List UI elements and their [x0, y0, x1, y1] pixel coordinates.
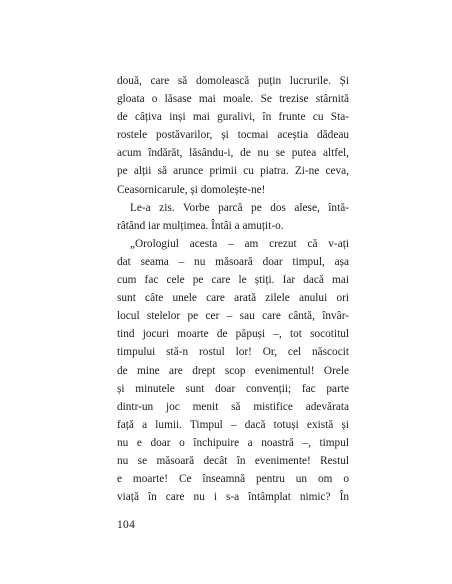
text-line: sunt câte unele care arată zilele anului ori — [117, 292, 349, 305]
text-line: Le-a zis. Vorbe parcă pe dos alese, întă- — [130, 201, 349, 214]
text-line: și minutele sunt doar convenții; fac parte — [117, 382, 349, 395]
text-line: râtând iar mulțimea. Întâi a amuțit-o. — [117, 219, 284, 232]
text-line: rostele postăvarilor, și tocmai aceștia dădeau — [117, 129, 349, 142]
text-line: Ceasornicarule, și domolește-ne! — [117, 183, 266, 196]
text-line: locul stelelor pe cer – sau care cântă, învâr- — [117, 310, 349, 323]
text-line: acum îndărăt, lăsându-i, de nu se putea altfel, — [117, 147, 349, 160]
text-line: două, care să domolească puțin lucrurile. Și — [117, 75, 349, 87]
text-line: dintr-un joc menit să mistifice adevărata — [117, 400, 349, 413]
text-line: dat seama – nu măsoară doar timpul, așa — [117, 255, 349, 268]
page-number: 104 — [117, 519, 136, 531]
text-line: gloata o lăsase mai moale. Se trezise stârnită — [117, 93, 349, 106]
text-line: față a lumii. Timpul – dacă totuși există și — [117, 418, 349, 431]
text-line: tind jocuri moarte de păpuși –, tot socotitul — [117, 328, 349, 341]
text-line: pe alții să arunce primii cu piatra. Zi-ne ceva, — [117, 165, 349, 178]
text-line: „Orologiul acesta – am crezut că v-ați — [130, 237, 349, 250]
text-line: de mine are drept scop evenimentul! Orele — [117, 364, 349, 377]
text-line: viață în care nu i s-a întâmplat nimic? În — [117, 491, 349, 504]
text-line: de câțiva inși mai guralivi, în frunte cu Sta- — [117, 111, 349, 124]
text-line: cum fac cele pe care le știți. Iar dacă mai — [117, 274, 349, 287]
body-text — [117, 72, 349, 506]
text-line: nu se măsoară decât în evenimente! Restul — [117, 454, 349, 467]
text-line: timpului stă-n rostul lor! Or, cel născocit — [117, 346, 349, 359]
text-line: nu e doar o închipuire a noastră –, timpul — [117, 436, 349, 449]
text-line: e moarte! Ce înseamnă pentru un om o — [117, 473, 349, 486]
